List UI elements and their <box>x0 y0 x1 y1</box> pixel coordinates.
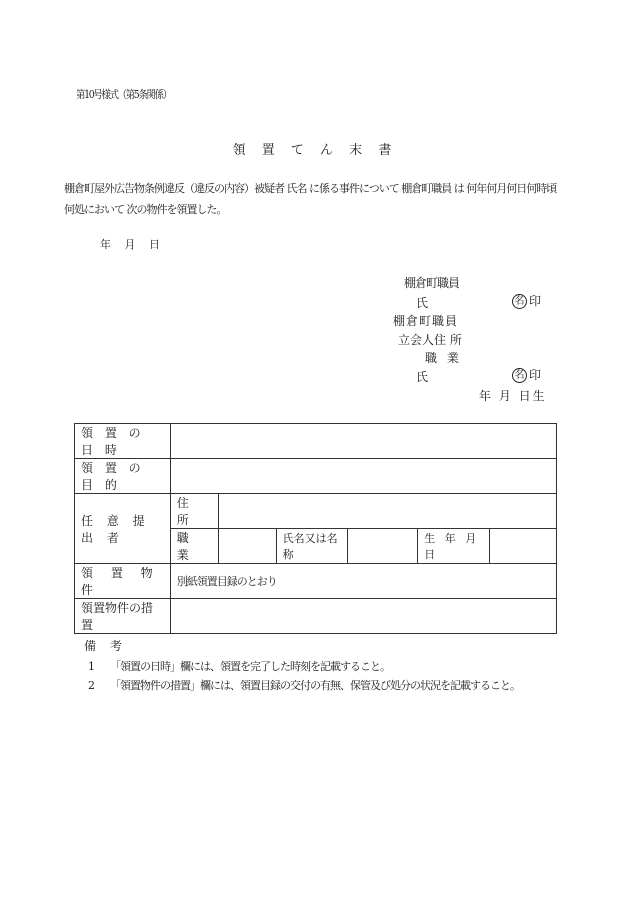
seal-label: 印 <box>529 294 542 308</box>
witness-address-row <box>398 331 462 348</box>
remarks-title: 備 考 <box>84 639 127 653</box>
remark-text: 「領置物件の措置」欄には、領置目録の交付の有無、保管及び処分の状況を記載すること。 <box>110 679 520 692</box>
seal-icon: 名 <box>512 294 527 309</box>
seizure-table <box>74 423 557 634</box>
witness-address-label: 住 所 <box>434 333 462 347</box>
witness-occupation-label: 職 業 <box>425 351 462 365</box>
birth-label: 生 年 月 日 <box>418 529 490 564</box>
remark-number: 2 <box>88 679 95 692</box>
officer-name-label: 氏 <box>416 296 429 310</box>
officer-seal <box>512 292 541 309</box>
seal-label: 印 <box>529 368 542 382</box>
remark-number: 1 <box>88 660 95 673</box>
address-label: 住 所 <box>170 494 218 529</box>
seizure-purpose-value[interactable] <box>170 459 556 494</box>
seizure-datetime-value[interactable] <box>170 424 556 459</box>
witness-line1: 棚倉町職員 <box>393 314 459 328</box>
table-row <box>75 494 557 529</box>
seizure-datetime-label: 領 置 の 日 時 <box>75 424 171 459</box>
item-disposition-label: 領置物件の措置 <box>75 599 171 634</box>
name-value[interactable] <box>348 529 418 564</box>
table-row <box>75 564 557 599</box>
officer-title: 棚倉町職員 <box>404 276 460 290</box>
name-label: 氏名又は名称 <box>276 529 348 564</box>
table-row <box>75 599 557 634</box>
remark-item <box>88 677 520 693</box>
birth-value[interactable] <box>490 529 557 564</box>
form-number: 第10号様式（第5条関係） <box>76 88 171 101</box>
submitter-label: 任 意 提 出 者 <box>75 494 171 564</box>
address-value[interactable] <box>218 494 556 529</box>
item-disposition-value[interactable] <box>170 599 556 634</box>
seal-icon: 名 <box>512 368 527 383</box>
body-text: 棚倉町屋外広告物条例違反（違反の内容）被疑者 氏名 に係る事件について 棚倉町職員 は 何年何月何日何時頃 何処において 次の物件を領置した。 <box>64 182 557 216</box>
seized-items-label: 領 置 物 件 <box>75 564 171 599</box>
witness-name-label: 氏 <box>416 370 429 384</box>
document-date: 年 月 日 <box>100 238 163 251</box>
occupation-value[interactable] <box>218 529 276 564</box>
witness-prefix: 立会人 <box>398 333 435 347</box>
occupation-label: 職 業 <box>170 529 218 564</box>
witness-birth-label: 年 月 日生 <box>479 389 547 403</box>
remark-text: 「領置の日時」欄には、領置を完了した時刻を記載すること。 <box>110 660 390 673</box>
table-row <box>75 424 557 459</box>
seizure-purpose-label: 領 置 の 目 的 <box>75 459 171 494</box>
remark-item <box>88 658 390 674</box>
seized-items-value: 別紙領置目録のとおり <box>170 564 556 599</box>
table-row <box>75 459 557 494</box>
page-title: 領 置 て ん 末 書 <box>232 143 398 158</box>
witness-seal <box>512 366 541 383</box>
